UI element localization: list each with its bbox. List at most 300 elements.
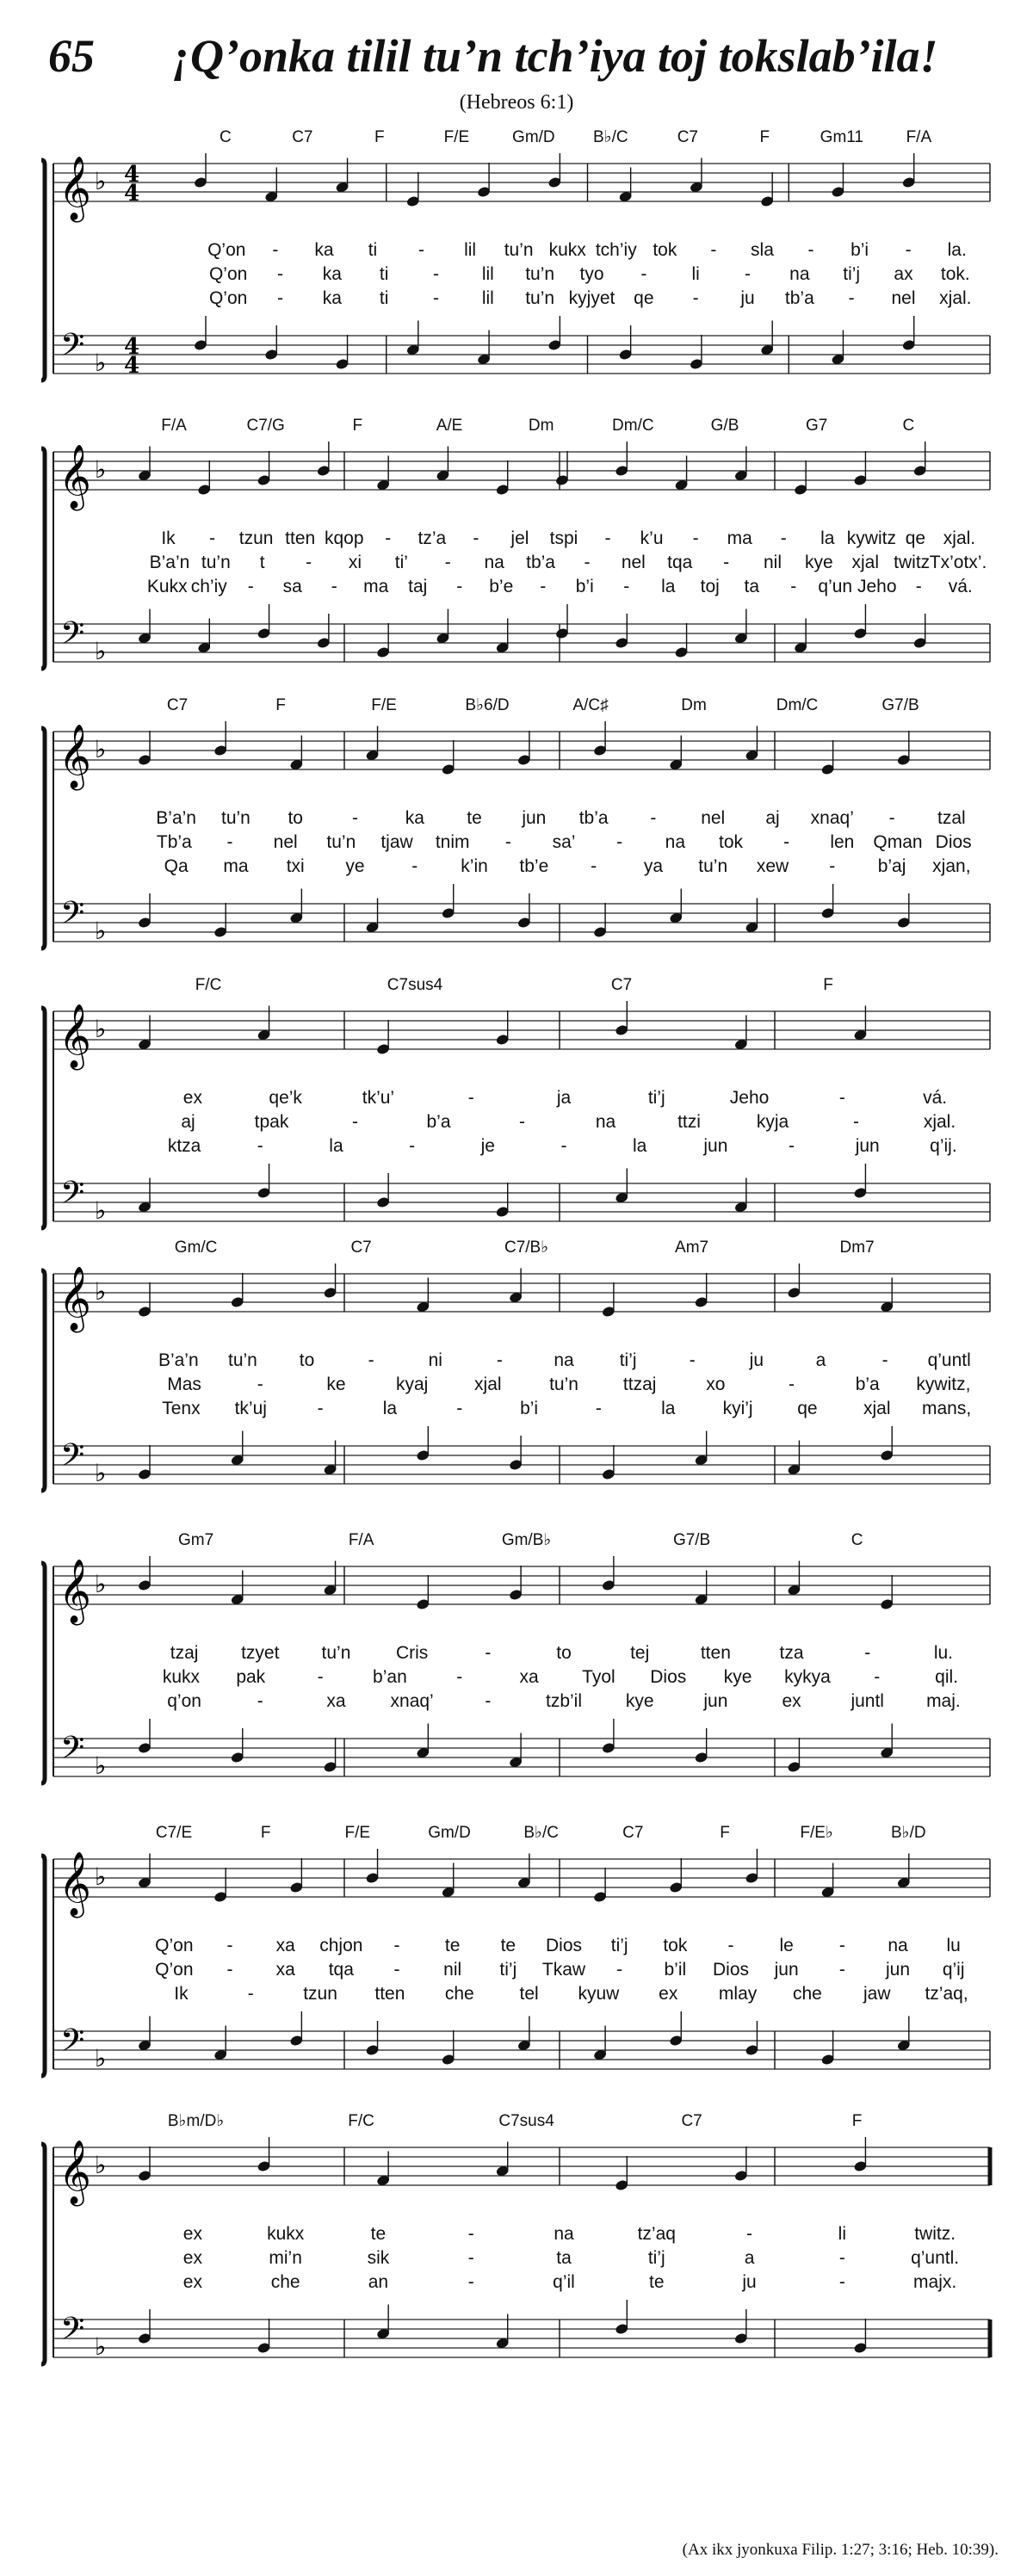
lyric-syllable: Kukx	[146, 577, 188, 596]
hymn-number: 65	[48, 30, 95, 82]
treble-clef: 𝄞	[59, 445, 91, 509]
chord-symbol: F/A	[161, 417, 187, 435]
lyric-syllable: lil	[464, 240, 477, 260]
lyric-syllable: qe	[905, 528, 926, 548]
lyric-hyphen: -	[640, 264, 647, 284]
bass-clef: 𝄢	[60, 327, 85, 371]
lyric-syllable: ju	[740, 288, 755, 308]
lyric-syllable: tu’n	[201, 553, 231, 572]
lyric-syllable: ex	[659, 1984, 678, 2004]
lyric-hyphen: -	[874, 1667, 881, 1687]
lyric-syllable: tu’n	[220, 808, 251, 828]
lyric-syllable: na	[665, 832, 686, 852]
key-signature-flat: ♭	[95, 455, 107, 484]
lyric-hyphen: -	[467, 1088, 474, 1108]
lyric-syllable: ya	[643, 856, 664, 876]
lyric-syllable: Tkaw	[541, 1960, 586, 1980]
lyric-hyphen: -	[540, 577, 547, 596]
lyric-hyphen: -	[790, 577, 797, 596]
hymn-header	[0, 0, 1033, 129]
chord-symbol: Dm/C	[776, 696, 819, 714]
lyric-syllable: Dios	[545, 1936, 583, 1955]
chord-symbol: A/E	[436, 417, 463, 435]
key-signature-flat: ♭	[95, 637, 107, 665]
lyric-syllable: xa	[275, 1960, 295, 1980]
lyric-syllable: xa	[326, 1691, 346, 1711]
chord-symbol: B♭6/D	[465, 696, 510, 714]
lyric-syllable: majx.	[913, 2272, 957, 2292]
system-brace	[41, 728, 45, 948]
time-signature: 4	[124, 181, 140, 207]
time-signature: 4	[124, 162, 140, 188]
chord-symbol: Gm7	[178, 1531, 214, 1549]
lyric-syllable: ti’j	[647, 2248, 665, 2268]
time-signature: 4	[124, 334, 140, 360]
lyric-syllable: te	[467, 808, 482, 828]
lyric-syllable: che	[792, 1984, 822, 2004]
lyric-syllable: Tenx	[162, 1399, 201, 1418]
lyric-syllable: txi	[286, 856, 305, 876]
lyric-syllable: Q’on	[155, 1960, 194, 1980]
lyric-syllable: kyuw	[578, 1984, 620, 2004]
chord-symbol: F	[851, 2112, 863, 2130]
lyric-syllable: B’a’n	[156, 808, 196, 828]
lyric-hyphen: -	[385, 528, 392, 548]
treble-clef: 𝄞	[59, 1852, 91, 1916]
lyric-hyphen: -	[853, 1112, 859, 1132]
treble-clef: 𝄞	[59, 157, 91, 220]
lyric-hyphen: -	[789, 1136, 795, 1156]
lyric-hyphen: -	[433, 264, 439, 284]
lyric-hyphen: -	[829, 856, 836, 876]
chord-symbol: F/E♭	[800, 1824, 833, 1842]
lyric-syllable: na	[888, 1936, 908, 1955]
lyric-hyphen: -	[623, 577, 630, 596]
system-brace	[41, 1856, 45, 2076]
music-system	[0, 1239, 1033, 1532]
system-brace	[41, 2144, 45, 2364]
lyric-syllable: tnim	[435, 832, 470, 852]
chord-symbol: C7	[292, 128, 313, 146]
chord-symbol: C7	[622, 1824, 644, 1842]
lyric-syllable: xi	[348, 553, 362, 572]
lyric-syllable: tok	[718, 832, 744, 852]
chord-symbol: Am7	[675, 1239, 709, 1257]
lyric-syllable: q’on	[167, 1691, 201, 1711]
lyric-syllable: ju	[749, 1350, 764, 1370]
key-signature-flat: ♭	[95, 2151, 107, 2179]
lyric-syllable: ye	[345, 856, 365, 876]
lyric-hyphen: -	[467, 2224, 474, 2244]
lyric-hyphen: -	[595, 1399, 602, 1418]
lyric-syllable: Tb’a	[156, 832, 192, 852]
lyric-syllable: Cris	[395, 1643, 429, 1663]
lyric-syllable: tz’a	[418, 528, 447, 548]
lyric-syllable: jun	[885, 1960, 911, 1980]
footnote: (Ax ikx jyonkuxa Filip. 1:27; 3:16; Heb. 10:39).	[682, 2541, 999, 2559]
lyric-syllable: tpak	[254, 1112, 289, 1132]
lyric-syllable: nel	[273, 832, 298, 852]
lyric-syllable: xjal.	[939, 288, 972, 308]
lyric-syllable: tten	[374, 1984, 405, 2004]
lyric-syllable: Qman	[873, 832, 923, 852]
lyric-syllable: b’a	[855, 1374, 880, 1394]
lyric-syllable: lu	[946, 1936, 961, 1955]
lyric-syllable: la	[632, 1136, 647, 1156]
lyric-hyphen: -	[368, 1350, 374, 1370]
lyric-syllable: ka	[314, 240, 334, 260]
lyric-syllable: b’aj	[877, 856, 906, 876]
lyric-hyphen: -	[393, 1960, 400, 1980]
music-system	[0, 697, 1033, 990]
lyric-syllable: qe	[797, 1399, 818, 1418]
lyric-syllable: ja	[556, 1088, 572, 1108]
bass-clef: 𝄢	[60, 2311, 85, 2355]
lyric-syllable: tten	[285, 528, 316, 548]
lyric-syllable: k’in	[461, 856, 488, 876]
lyric-syllable: ti	[368, 240, 378, 260]
lyric-hyphen: -	[789, 1374, 795, 1394]
lyric-syllable: tzal	[937, 808, 966, 828]
lyric-syllable: tb’a	[578, 808, 609, 828]
lyric-syllable: jun	[703, 1136, 728, 1156]
lyric-syllable: to	[299, 1350, 315, 1370]
lyric-syllable: q’il	[553, 2272, 575, 2292]
lyric-hyphen: -	[352, 1112, 358, 1132]
chord-symbol: C7sus4	[387, 976, 443, 994]
lyric-syllable: b’i	[520, 1399, 539, 1418]
lyric-syllable: tu’n	[326, 832, 356, 852]
lyric-syllable: kye	[805, 553, 833, 572]
lyric-syllable: taj	[408, 577, 428, 596]
lyric-hyphen: -	[352, 808, 358, 828]
lyric-syllable: q’untl.	[911, 2248, 960, 2268]
lyric-syllable: Dios	[650, 1667, 687, 1687]
chord-symbol: Gm/B♭	[501, 1531, 552, 1549]
lyric-syllable: q’un	[818, 577, 853, 596]
lyric-syllable: xjal	[474, 1374, 502, 1394]
bass-staff	[53, 1446, 990, 1484]
bass-clef: 𝄢	[60, 1437, 85, 1481]
lyric-syllable: tspi	[549, 528, 578, 548]
bass-clef: 𝄢	[60, 615, 85, 659]
treble-staff	[53, 2147, 990, 2185]
lyric-syllable: tu’n	[698, 856, 728, 876]
chord-symbol: C7	[166, 696, 189, 714]
lyric-syllable: tten	[700, 1643, 731, 1663]
lyric-syllable: xa	[519, 1667, 539, 1687]
key-signature-flat: ♭	[95, 1459, 107, 1487]
chord-symbol: C7/E	[155, 1824, 193, 1842]
staff-svg	[0, 977, 1033, 1269]
lyric-hyphen: -	[780, 528, 787, 548]
lyric-syllable: xnaq’	[390, 1691, 434, 1711]
lyric-syllable: xjan,	[932, 856, 971, 876]
lyric-hyphen: -	[226, 1936, 233, 1955]
lyric-hyphen: -	[604, 528, 611, 548]
chord-symbol: B♭/C	[593, 128, 628, 146]
lyric-syllable: Dios	[712, 1960, 750, 1980]
lyric-syllable: ti	[379, 264, 389, 284]
chord-symbol: B♭/D	[891, 1824, 926, 1842]
lyric-syllable: ti’j	[610, 1936, 628, 1955]
lyric-syllable: tok	[663, 1936, 688, 1955]
lyric-syllable: kyaj	[395, 1374, 429, 1394]
bass-staff	[53, 2320, 990, 2357]
treble-staff	[53, 1274, 990, 1312]
lyric-hyphen: -	[418, 240, 425, 260]
chord-symbol: B♭/C	[523, 1824, 559, 1842]
treble-staff	[53, 452, 990, 490]
lyric-syllable: jaw	[863, 1984, 891, 2004]
lyric-syllable: ka	[405, 808, 424, 828]
lyric-hyphen: -	[456, 1667, 463, 1687]
treble-staff	[53, 1859, 990, 1897]
lyric-syllable: ti’	[394, 553, 408, 572]
lyric-syllable: ex	[782, 1691, 801, 1711]
key-signature-flat: ♭	[95, 2332, 107, 2361]
lyric-syllable: je	[480, 1136, 495, 1156]
lyric-syllable: tk’u’	[362, 1088, 395, 1108]
bass-staff	[53, 2031, 990, 2069]
chord-symbol: Gm/C	[174, 1239, 218, 1257]
lyric-syllable: kyjyet	[568, 288, 615, 308]
lyric-syllable: Jeho	[857, 577, 897, 596]
chord-symbol: C7/G	[246, 417, 285, 435]
lyric-syllable: Ik	[174, 1984, 189, 2004]
lyric-syllable: q’ij	[942, 1960, 965, 1980]
lyric-syllable: a	[815, 1350, 826, 1370]
lyric-syllable: ttzi	[677, 1112, 701, 1132]
lyric-syllable: twitz.	[914, 2224, 956, 2244]
lyric-syllable: k’u	[640, 528, 664, 548]
lyric-syllable: ni	[428, 1350, 442, 1370]
lyric-syllable: tu’n	[525, 288, 555, 308]
bass-staff	[53, 624, 990, 662]
system-brace	[41, 1270, 45, 1491]
lyric-syllable: na	[554, 1350, 574, 1370]
lyric-syllable: ma	[223, 856, 249, 876]
lyric-hyphen: -	[277, 264, 283, 284]
chord-symbol: C7	[610, 976, 633, 994]
lyric-syllable: xjal	[863, 1399, 891, 1418]
lyric-hyphen: -	[456, 577, 463, 596]
lyric-hyphen: -	[277, 288, 283, 308]
chord-symbol: F/C	[195, 976, 222, 994]
lyric-syllable: mans,	[921, 1399, 972, 1418]
music-system	[0, 2113, 1033, 2406]
lyric-syllable: kukx	[162, 1667, 200, 1687]
treble-staff	[53, 1011, 990, 1049]
chord-symbol: F	[720, 1824, 730, 1842]
lyric-hyphen: -	[616, 1960, 623, 1980]
lyric-syllable: nel	[621, 553, 646, 572]
lyric-syllable: tzun	[238, 528, 274, 548]
lyric-hyphen: -	[456, 1399, 463, 1418]
lyric-hyphen: -	[723, 553, 730, 572]
lyric-hyphen: -	[306, 553, 312, 572]
lyric-syllable: li	[691, 264, 700, 284]
lyric-syllable: ju	[742, 2272, 757, 2292]
lyric-syllable: to	[288, 808, 303, 828]
lyric-hyphen: -	[317, 1667, 324, 1687]
lyric-syllable: Q’on	[208, 288, 248, 308]
lyric-syllable: sa	[282, 577, 302, 596]
lyric-syllable: ex	[182, 2248, 202, 2268]
lyric-syllable: la	[382, 1399, 398, 1418]
lyric-syllable: b’e	[489, 577, 514, 596]
lyric-syllable: vá.	[948, 577, 973, 596]
lyric-hyphen: -	[745, 264, 751, 284]
lyric-syllable: sik	[367, 2248, 390, 2268]
key-signature-flat: ♭	[95, 1570, 107, 1598]
lyric-hyphen: -	[257, 1136, 263, 1156]
lyric-hyphen: -	[689, 1350, 696, 1370]
lyric-syllable: a	[744, 2248, 755, 2268]
chord-symbol: C7/B♭	[504, 1239, 549, 1257]
key-signature-flat: ♭	[95, 917, 107, 945]
lyric-syllable: B’a’n	[158, 1350, 199, 1370]
bass-clef: 𝄢	[60, 1730, 85, 1774]
lyric-hyphen: -	[692, 528, 699, 548]
chord-symbol: C7sus4	[498, 2112, 554, 2130]
music-system	[0, 129, 1033, 422]
chord-symbol: Dm	[528, 417, 554, 435]
lyric-syllable: ch’iy	[190, 577, 227, 596]
key-signature-flat: ♭	[95, 1015, 107, 1043]
lyric-syllable: lu.	[933, 1643, 953, 1663]
lyric-hyphen: -	[838, 2248, 845, 2268]
lyric-syllable: toj	[700, 577, 720, 596]
lyric-syllable: ti’j	[843, 264, 861, 284]
lyric-syllable: an	[368, 2272, 389, 2292]
system-brace	[41, 160, 45, 380]
lyric-hyphen: -	[433, 288, 439, 308]
lyric-hyphen: -	[591, 856, 597, 876]
lyric-syllable: ma	[727, 528, 752, 548]
lyric-syllable: ka	[322, 288, 342, 308]
lyric-syllable: tqa	[667, 553, 693, 572]
lyric-syllable: xa	[275, 1936, 295, 1955]
chord-symbol: F/E	[371, 696, 397, 714]
lyric-syllable: ma	[363, 577, 389, 596]
treble-staff	[53, 1566, 990, 1604]
lyric-syllable: mi’n	[269, 2248, 302, 2268]
lyric-hyphen: -	[473, 528, 479, 548]
lyric-syllable: tz’aq,	[925, 1984, 968, 2004]
lyric-hyphen: -	[209, 528, 216, 548]
lyric-syllable: sa’	[552, 832, 576, 852]
treble-clef: 𝄞	[59, 1560, 91, 1623]
lyric-syllable: ti’j	[499, 1960, 517, 1980]
lyric-syllable: tzyet	[241, 1643, 280, 1663]
lyric-hyphen: -	[226, 1960, 233, 1980]
lyric-syllable: Q’on	[155, 1936, 194, 1955]
lyric-syllable: jun	[703, 1691, 728, 1711]
lyric-hyphen: -	[519, 1112, 525, 1132]
lyric-syllable: lil	[481, 288, 494, 308]
chord-symbol: C	[219, 128, 232, 146]
lyric-syllable: na	[554, 2224, 574, 2244]
lyric-hyphen: -	[257, 1691, 263, 1711]
chord-symbol: Gm/D	[428, 1824, 471, 1842]
bass-clef: 𝄢	[60, 1175, 85, 1219]
lyric-hyphen: -	[560, 1136, 567, 1156]
lyric-syllable: te	[500, 1936, 516, 1955]
staff-svg	[0, 129, 1033, 422]
lyric-hyphen: -	[881, 1350, 888, 1370]
lyric-syllable: ti	[379, 288, 389, 308]
hymn-title: ¡Q’onka tilil tu’n tch’iya toj tokslab’ila!	[172, 30, 938, 82]
bass-clef: 𝄢	[60, 895, 85, 939]
lyric-syllable: kywitz	[846, 528, 896, 548]
music-system	[0, 1825, 1033, 2117]
chord-symbol: F	[374, 128, 385, 146]
lyric-hyphen: -	[257, 1374, 263, 1394]
lyric-syllable: ta	[556, 2248, 572, 2268]
lyric-syllable: Tyol	[582, 1667, 615, 1687]
lyric-syllable: maj.	[926, 1691, 961, 1711]
lyric-syllable: tu’n	[504, 240, 534, 260]
lyric-syllable: B’a’n	[149, 553, 190, 572]
chord-symbol: F/C	[348, 2112, 374, 2130]
lyric-syllable: xjal.	[923, 1112, 956, 1132]
key-signature-flat: ♭	[95, 1863, 107, 1891]
system-brace	[41, 1008, 45, 1228]
lyric-syllable: ti’j	[647, 1088, 665, 1108]
lyric-syllable: Jeho	[729, 1088, 770, 1108]
lyric-syllable: tok.	[940, 264, 970, 284]
system-brace	[41, 448, 45, 669]
chord-symbol: C7	[681, 2112, 702, 2130]
chord-symbol: Dm7	[839, 1239, 875, 1257]
lyric-hyphen: -	[864, 1643, 871, 1663]
lyric-syllable: tu’n	[227, 1350, 257, 1370]
lyric-syllable: tb’e	[519, 856, 549, 876]
music-system	[0, 417, 1033, 710]
chord-symbol: F	[823, 976, 833, 994]
staff-svg	[0, 2113, 1033, 2406]
lyric-syllable: tu’n	[525, 264, 555, 284]
treble-clef: 𝄞	[59, 1004, 91, 1068]
lyric-syllable: xo	[706, 1374, 726, 1394]
lyric-syllable: Mas	[167, 1374, 201, 1394]
lyric-hyphen: -	[727, 1936, 734, 1955]
bass-staff	[53, 336, 990, 374]
bass-staff	[53, 1183, 990, 1221]
lyric-hyphen: -	[496, 1350, 503, 1370]
lyric-syllable: tqa	[328, 1960, 354, 1980]
lyric-hyphen: -	[504, 832, 511, 852]
lyric-syllable: len	[830, 832, 855, 852]
chord-symbol: F	[352, 417, 363, 435]
key-signature-flat: ♭	[95, 1751, 107, 1780]
treble-clef: 𝄞	[59, 1267, 91, 1331]
key-signature-flat: ♭	[95, 349, 107, 377]
key-signature-flat: ♭	[95, 735, 107, 763]
lyric-syllable: la	[329, 1136, 343, 1156]
treble-clef: 𝄞	[59, 725, 91, 788]
lyric-syllable: na	[484, 553, 504, 572]
lyric-hyphen: -	[915, 577, 922, 596]
lyric-syllable: kqop	[324, 528, 364, 548]
chord-symbol: C	[851, 1531, 863, 1549]
lyric-hyphen: -	[393, 1936, 400, 1955]
chord-symbol: F	[260, 1824, 271, 1842]
time-signature: 4	[124, 353, 140, 379]
lyric-syllable: te	[370, 2224, 387, 2244]
treble-staff	[53, 164, 990, 201]
